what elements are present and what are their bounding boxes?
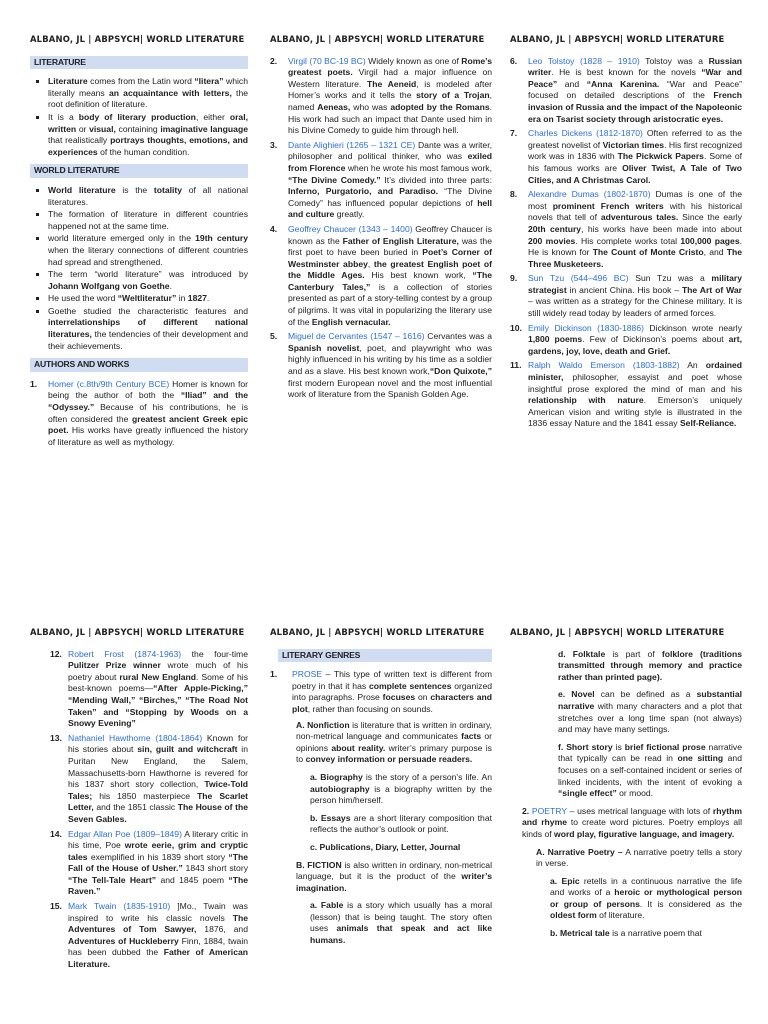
prose-fiction: B. FICTION is also written in ordinary, non-metrical language, but it is the product of the writer’s imagination.: [296, 859, 492, 893]
author-entry-dumas: 8. Alexandre Dumas (1802-1870) Dumas is one of the most prominent French writers with his historical novels that tell of adventurous tales. Since the early 20th century, his works have been made into about 200 movies. His complete works total 100,000 pages. He is known for The Count of Monte Cristo, and The Three Musketeers.: [510, 189, 743, 269]
author-entry-frost: 12. Robert Frost (1874-1963) the four-time Pulitzer Prize winner wrote much of his poetry about rural New England. Some of his best-known poems—“After Apple-Picking,” “Mending Wall,” “Birches,” “The Road Not Taken” and “Stopping by Woods on a Snowy Evening”: [50, 648, 248, 729]
author-entry-sun-tzu: 9. Sun Tzu (544–496 BC) Sun Tzu was a military strategist in ancient China. His book – The Art of War – was written as a strategy for the Chinese military. It is still widely read today by leaders of armed forces.: [510, 273, 742, 319]
nonfiction-essays: b. Essays are a short literary composition that reflects the author’s outlook or point.: [310, 812, 493, 835]
page-header: ALBANO, JL | ABPSYCH| WORLD LITERATURE: [30, 34, 245, 44]
fiction-folktale: d. Folktale is part of folklore (traditions transmitted through memory and practice rather than printed page).: [558, 648, 742, 682]
world-lit-bullet-6: Goethe studied the characteristic features and interrelationships of different national literatures, the tendencies of their development and their achievements.: [48, 305, 248, 351]
author-entry-dickens: 7. Charles Dickens (1812-1870) Often referred to as the greatest novelist of Victorian times. His first recognized work was in 1836 with The Pickwick Papers. Some of his famous works are Oliver Twist, A Tale of Two Cities, and A Christmas Carol.: [510, 128, 743, 185]
page-header: ALBANO, JL | ABPSYCH| WORLD LITERATURE: [510, 34, 725, 44]
author-entry-emerson: 11. Ralph Waldo Emerson (1803-1882) An ordained minister, philosopher, essayist and poet whose insightful prose explored the mind of man and his relationship with nature. Emerson’s uniquely American vision and writing style is illustrated in the 1836 essay Nature and the 1841 essay Self-Reliance.: [510, 360, 743, 429]
prose-nonfiction: A. Nonfiction is literature that is written in ordinary, non-metrical language and communicates facts or opinions about reality. writer’s primary purpose is to convey information or persuade readers.: [296, 719, 492, 765]
page-header: ALBANO, JL | ABPSYCH| WORLD LITERATURE: [510, 627, 725, 637]
world-lit-bullet-4: The term “world literature” was introduced by Johann Wolfgang von Goethe.: [48, 269, 248, 291]
author-entry-cervantes: 5. Miguel de Cervantes (1547 – 1616) Cervantes was a Spanish novelist, poet, and playwright who was highly influenced in his writing by his time as a soldier and as a slave. His best known work,“Don Quixote,” first modern European novel and the most influential work of literature from the Spanish Golden Age.: [270, 331, 492, 400]
poetry-narrative: A. Narrative Poetry – A narrative poetry tells a story in verse.: [536, 846, 742, 869]
genre-prose: 1. PROSE – This type of written text is different from poetry in that it has complete sentences organized into paragraphs. Prose focuses on characters and plot, rather than focusing on sounds.: [270, 669, 493, 714]
section-literary-genres: LITERARY GENRES: [278, 649, 492, 663]
author-entry-twain: 15. Mark Twain (1835-1910) ]Mo., Twain was inspired to write his classic novels The Adventures of Tom Sawyer, 1876, and Adventures of Huckleberry Finn, 1884, twain has been dubbed the Father of American Literature.: [50, 901, 249, 970]
narrative-metrical-tale: b. Metrical tale is a narrative poem that: [550, 928, 702, 939]
top-column-1: [30, 34, 248, 451]
author-entry-homer: 1. Homer (c.8th/9th Century BCE) Homer is known for being the author of both the “Iliad” and the “Odyssey.” Because of his contributions, he is often considered the greatest ancient Greek epic poet. His works have greatly influenced the history of literature as well as mythology.: [30, 378, 249, 447]
author-entry-chaucer: 4. Geoffrey Chaucer (1343 – 1400) Geoffrey Chaucer is known as the Father of English Literature, was the first poet to have been buried in Poet’s Corner of Westminster abbey, the greatest English poet of the Middle Ages. His best known work, “The Canterbury Tales,” is a collection of stories presented as part of a story-telling contest by a group of pilgrims. It was vital in popularizing the literary use of the English vernacular.: [270, 223, 493, 327]
fiction-fable: a. Fable is a story which usually has a moral (lesson) that is being taught. The story often uses animals that speak and act like humans.: [310, 900, 493, 946]
literature-list: [30, 76, 248, 158]
world-lit-bullet-1: World literature is the totality of all national literatures.: [48, 184, 248, 207]
page-header: ALBANO, JL | ABPSYCH| WORLD LITERATURE: [270, 627, 485, 637]
fiction-short-story: f. Short story is brief fictional prose narrative that typically can be read in one sitting and focuses on a self-contained incident or series of linked incidents, with the intent of evoking a “single effect” or mood.: [558, 741, 742, 799]
nonfiction-biography: a. Biography is the story of a person's life. An autobiography is a biography written by the person him/herself.: [310, 771, 492, 806]
section-world-literature: WORLD LITERATURE: [30, 164, 248, 178]
fiction-novel: e. Novel can be defined as a substantial narrative with many characters and a plot that stretches over a long time span (not always) and may have many settings.: [558, 689, 742, 735]
section-literature: LITERATURE: [30, 56, 248, 70]
page-header: ALBANO, JL | ABPSYCH| WORLD LITERATURE: [30, 627, 245, 637]
section-authors-works: AUTHORS AND WORKS: [30, 358, 248, 372]
author-entry-dickinson: 10. Emily Dickinson (1830-1886) Dickinson wrote nearly 1,800 poems. Few of Dickinson’s poems about art, gardens, joy, love, death and Grief.: [510, 322, 742, 356]
bottom-column-1: [30, 627, 248, 974]
world-lit-bullet-2: The formation of literature in different countries happened not at the same time.: [48, 209, 248, 231]
author-entry-tolstoy: 6. Leo Tolstoy (1828 – 1910) Tolstoy was a Russian writer. He is best known for the novels “War and Peace” and “Anna Karenina. “War and Peace” focused on detailed descriptions of the French invasion of Russia and the impact of the Napoleonic era on Tsarist society through aristocratic eyes.: [510, 55, 743, 124]
nonfiction-publications: c. Publications, Diary, Letter, Journal: [310, 841, 461, 852]
author-entry-poe: 14. Edgar Allan Poe (1809–1849) A literary critic in his time, Poe wrote eerie, grim and cryptic tales exemplified in his 1839 short story “The Fall of the House of Usher.” 1843 short story “The Tell-Tale Heart” and 1845 poem “The Raven.”: [50, 828, 249, 897]
top-column-3: [510, 34, 742, 433]
narrative-epic: a. Epic retells in a continuous narrative the life and works of a heroic or mythological person or group of persons. It is considered as the oldest form of literature.: [550, 875, 743, 921]
bottom-column-3: [510, 627, 742, 946]
world-lit-bullet-3: world literature emerged only in the 19th century when the literary connections of different countries had spread and strengthened.: [48, 233, 248, 267]
author-entry-virgil: 2. Virgil (70 BC-19 BC) Widely known as one of Rome’s greatest poets. Virgil had a major influence on Western literature. The Aeneid, is modeled after Homer’s works and it tells the story of a Trojan, named Aeneas, who was adopted by the Romans. His work had such an impact that Dante used him in his Divine Comedy to guide him through hell.: [270, 55, 493, 136]
page-header: ALBANO, JL | ABPSYCH| WORLD LITERATURE: [270, 34, 485, 44]
genre-poetry: 2. POETRY – uses metrical language with lots of rhythm and rhyme to create word pictures. Poetry employs all kinds of word play, figurative language, and imagery.: [522, 805, 742, 839]
world-lit-bullet-5: He used the word “Weltliteratur” in 1827.: [48, 293, 248, 305]
bottom-column-2: [270, 627, 492, 953]
author-entry-dante: 3. Dante Alighieri (1265 – 1321 CE) Dante was a writer, philosopher and political thinker, who was exiled from Florence when he wrote his most famous work, “The Divine Comedy.” It’s divided into three parts: Inferno, Purgatorio, and Paradiso. “The Divine Comedy” has influenced popular depictions of hell and culture greatly.: [270, 139, 493, 220]
literature-bullet-1: Literature comes from the Latin word “litera” which literally means an acquaintance with letters, the root definition of literature.: [48, 76, 249, 110]
top-column-2: [270, 34, 492, 404]
author-entry-hawthorne: 13. Nathaniel Hawthorne (1804-1864) Known for his stories about sin, guilt and witchcraft in Puritan New England, the Salem, Massachusetts-born Hawthorne is revered for his 1837 short story collection, Twice-Told Tales; his 1850 masterpiece The Scarlet Letter, and the 1851 classic The House of the Seven Gables.: [50, 732, 249, 824]
literature-bullet-2: It is a body of literary production, either oral, written or visual, containing imaginative language that realistically portrays thoughts, emotions, and experiences of the human condition.: [48, 111, 248, 157]
world-literature-list: [30, 185, 248, 352]
